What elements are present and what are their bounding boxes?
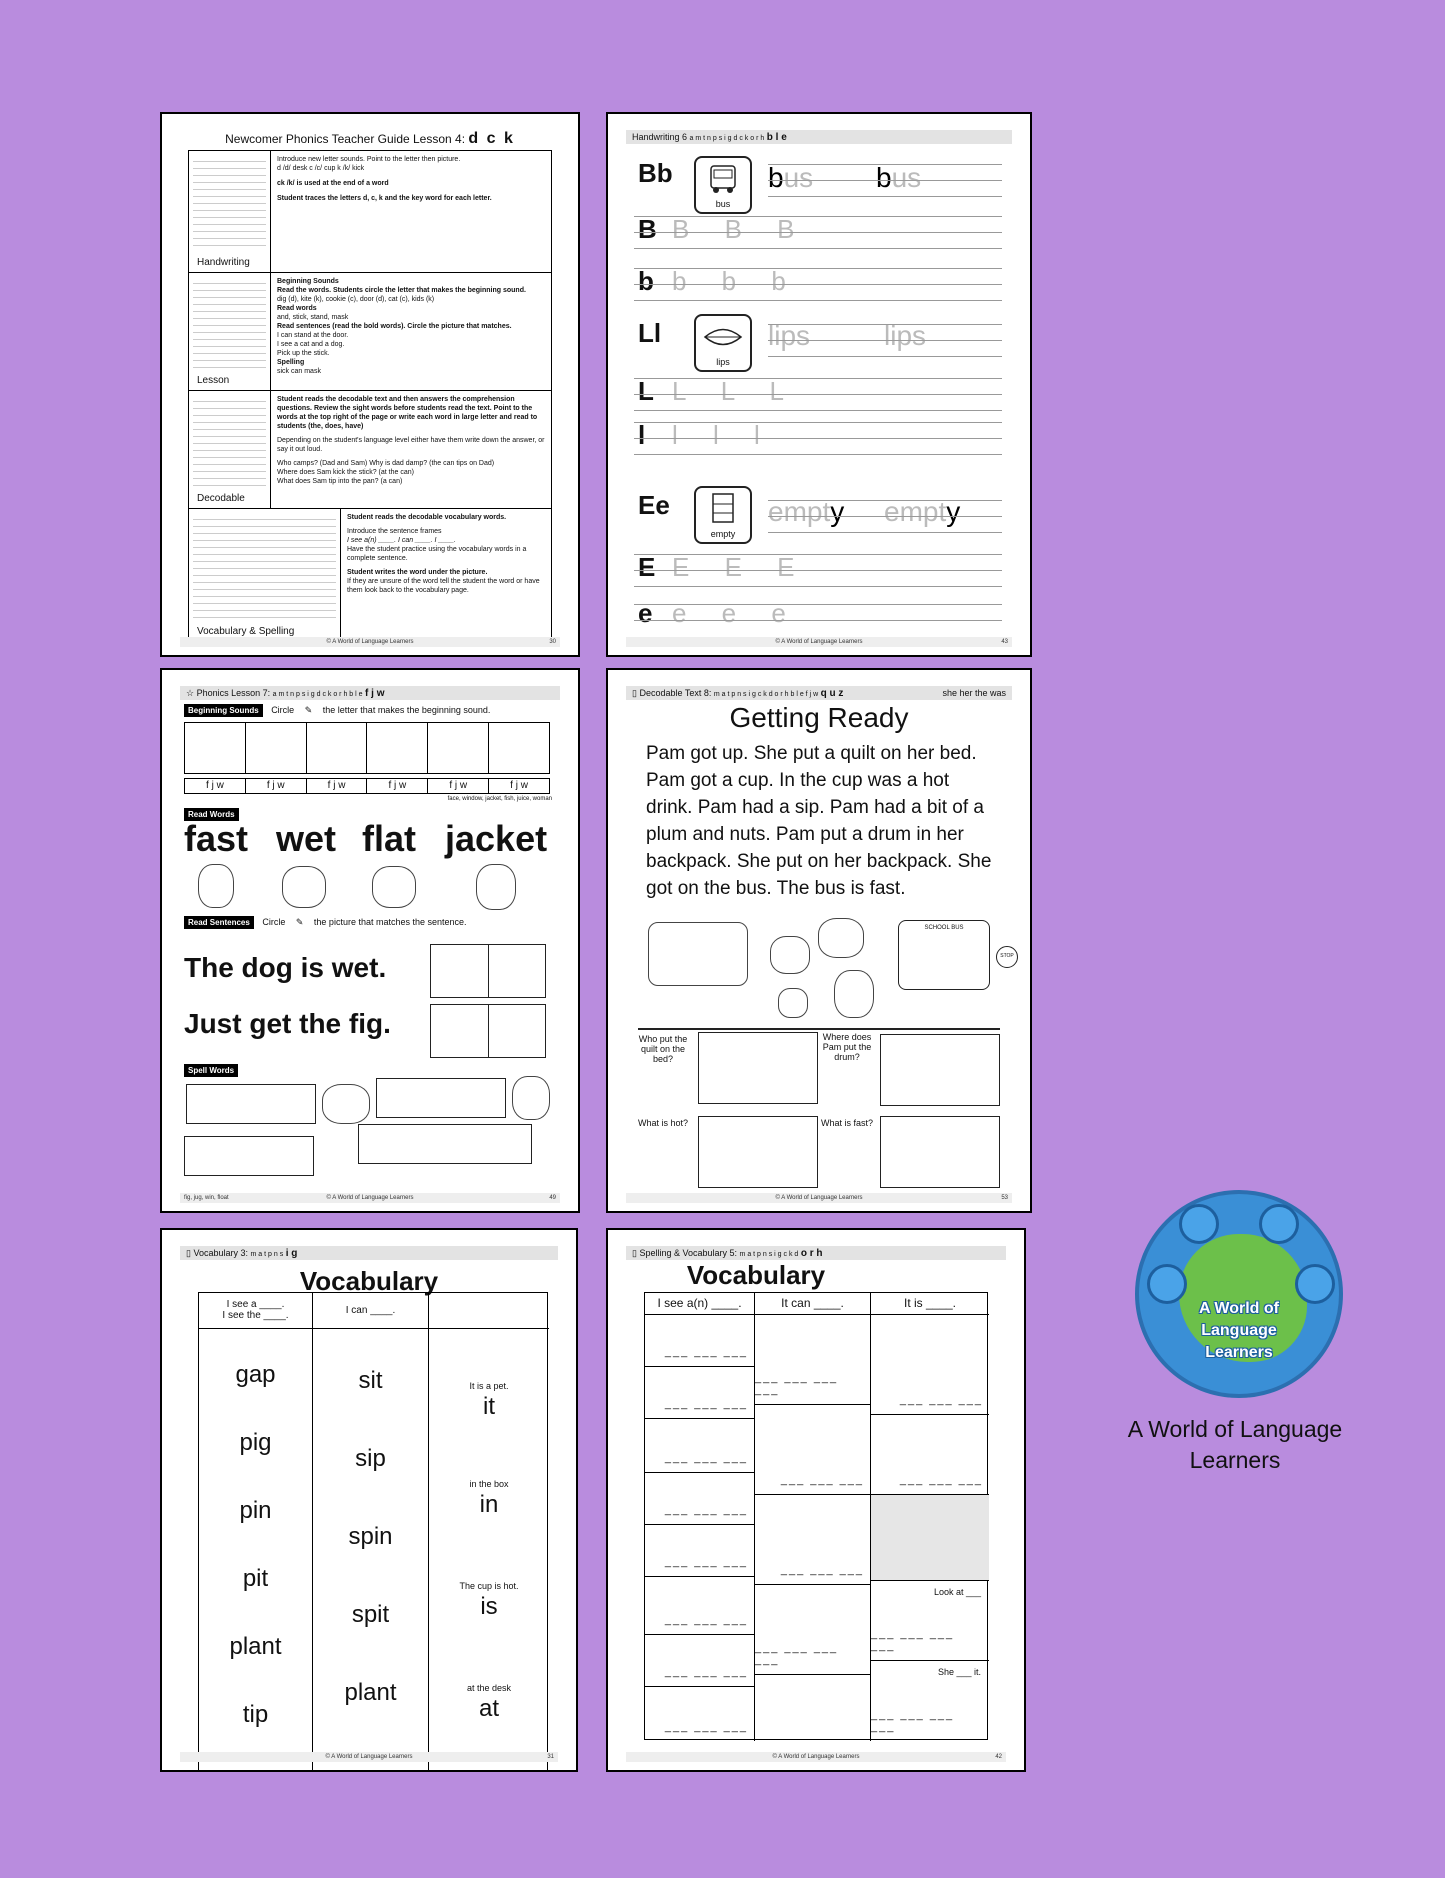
handwriting-page: Handwriting 6 a m t n p s i g d c k o r h b l e Bb bus bus bus B B B B b b b b Ll lips lips lips L L L L l l l l Ee empty empty empty E E E E e e e e © A World of Language Learners 43: [606, 112, 1032, 657]
phonics-lesson-page: ☆ Phonics Lesson 7: a m t n p s i g d c k o r h b l e f j w Beginning Sounds Circle ✎ the letter that makes the beginning sound. f j w f j w f j w f j w f j w f j w face, window, jacket, fish, juice, woman Read Words fast wet flat jacket Read Sentences Circle ✎ the picture that matches the sentence. The dog is wet. Just get the fig. Spell Words fig, jug, win, float © A World of Language Learners 49: [160, 668, 580, 1213]
handwriting-row: Handwriting Introduce new letter sounds. Point to the letter then picture. d /d/ desk c /c/ cup k /k/ kick ck /k/ is used at the end of a word Student traces the letters d, c, k and the key word for each letter.: [189, 151, 551, 273]
trace-letters: e e e: [672, 598, 800, 628]
section-label: Beginning Sounds: [184, 704, 263, 717]
logo-text: A World of Language Learners: [1199, 1300, 1279, 1361]
question: Who put the quilt on the bed?: [638, 1034, 688, 1064]
lesson-row: Lesson Beginning Sounds Read the words. Students circle the letter that makes the beginning sound. dig (d), kite (k), cookie (c), door (d), cat (c), kids (k) Read words and, stick, stand, mask Read sentences (read the bold words). Circle the picture that matches. I can stand at the door. I see a cat and a dog. Pick up the stick. Spelling sick can mask: [189, 273, 551, 391]
jug-picture: [512, 1076, 550, 1120]
page-footer: © A World of Language Learners 31: [180, 1752, 558, 1762]
lips-picture: lips: [694, 314, 752, 372]
section-label: Spell Words: [184, 1064, 238, 1077]
bus-picture: SCHOOL BUS: [898, 920, 990, 990]
read-word: fast: [184, 818, 249, 859]
decodable-thumbnail: [193, 395, 266, 488]
spelling-vocabulary-page: [606, 1228, 1026, 1772]
spell-box: [376, 1078, 506, 1118]
picture-row: [184, 722, 550, 774]
plum-picture: [778, 988, 808, 1018]
empty-picture: empty: [694, 486, 752, 544]
woman-picture: [489, 723, 549, 773]
cup-picture: [770, 936, 810, 974]
spell-box: [358, 1124, 532, 1164]
page-title: Vocabulary: [299, 1266, 439, 1296]
teacher-guide-page: [160, 112, 580, 657]
vocab-column: sit sip spin spit plant: [313, 1329, 429, 1772]
read-word: wet: [276, 818, 337, 859]
page-title: Newcomer Phonics Teacher Guide Lesson 4: d c k: [225, 130, 515, 147]
flat-tire-picture: [372, 866, 416, 908]
answer-box[interactable]: [698, 1116, 818, 1188]
decodable-row: Decodable Student reads the decodable text and then answers the comprehension questions. Review the sight words before students read the text. Point to the words at the top right of the page or write each word in large letter and read to students (the, does, have) Depending on the student's language level either have them write down the answer, or say it out loud. Who camps? (Dad and Sam) Why is dad damp? (the can tips on Dad) Where does Sam kick the stick? (at the can) What does Sam tip into the pan? (a can): [189, 391, 551, 509]
trace-letters: B B B: [672, 214, 809, 244]
question: What is fast?: [820, 1118, 874, 1128]
spell-box: [184, 1136, 314, 1176]
sentence: The dog is wet.: [184, 952, 387, 983]
fish-picture: [367, 723, 428, 773]
page-header: ▯ Spelling & Vocabulary 5: m a t p n s i g c k d o r h: [626, 1246, 1006, 1260]
trace-word: empty: [768, 496, 845, 527]
answer-box[interactable]: [880, 1116, 1000, 1188]
jacket-picture: [476, 864, 516, 910]
page-header: ▯ Decodable Text 8: m a t p n s i g c k d o r h b l e f j w q u z she her the was: [626, 686, 1012, 700]
sight-words: she her the was: [942, 688, 1006, 698]
handwriting-thumbnail: [193, 155, 266, 252]
page-header: ▯ Vocabulary 3: m a t p n s i g: [180, 1246, 558, 1260]
trace-word: bus: [876, 162, 922, 193]
face-picture: [185, 723, 246, 773]
vocabulary-page: [160, 1228, 578, 1772]
stop-sign: STOP: [996, 946, 1018, 968]
vocab-column: gap pig pin pit plant tip: [199, 1329, 313, 1772]
trace-letters: L L L: [672, 376, 798, 406]
trace-word: empty: [884, 496, 961, 527]
read-word: flat: [362, 818, 416, 859]
section-label: Read Words: [184, 808, 239, 821]
trace-letters: l l l: [672, 420, 774, 450]
trace-letters: E E E: [672, 552, 809, 582]
trace-letters: b b b: [672, 266, 800, 296]
page-footer: © A World of Language Learners 53: [626, 1193, 1012, 1203]
decodable-text-page: [606, 668, 1032, 1213]
guide-table: [188, 150, 552, 640]
page-footer: fig, jug, win, float © A World of Language Learners 49: [180, 1193, 560, 1203]
spelling-table: I see a(n) ____. It can ____. It is ____. ___ ___ ___ ___ ___ ___ ___ ___ ___ ___ ___ ___ ___ ___ ___ ___ ___ ___ ___ ___ ___ ___ ___ ___ ___ ___ ___ ___ ___ ___ ___ ___ ___ ___ ___ ___ ___ ___ ___ ___ ___ ___ ___ ___ Look at ___ ___ ___ ___ ___ She ___ it. ___ ___ ___ ___: [644, 1292, 988, 1740]
quilt-picture: [648, 922, 748, 986]
answer-box[interactable]: [698, 1032, 818, 1104]
juice-picture: [428, 723, 489, 773]
answer-box[interactable]: [880, 1034, 1000, 1106]
runner-picture: [198, 864, 234, 908]
story-title: Getting Ready: [729, 702, 909, 733]
letter-choices: f j w f j w f j w f j w f j w f j w: [184, 778, 550, 794]
child-avatar: [1259, 1204, 1299, 1244]
page-footer: © A World of Language Learners 30: [180, 637, 560, 647]
page-header: ☆ Phonics Lesson 7: a m t n p s i g d c k o r h b l e f j w: [180, 686, 560, 700]
section-label: Read Sentences: [184, 916, 254, 929]
fig-picture: [322, 1084, 370, 1124]
child-avatar: [1179, 1204, 1219, 1244]
vocab-thumbnail: [193, 513, 336, 621]
vocab-row: Vocabulary & Spelling Student reads the decodable vocabulary words. Introduce the sentence frames I see a(n) ____. I can ____. I ____. Have the student practice using the vocabulary words in a complete sentence. Student writes the word under the picture. If they are unsure of the word tell the student the word or have them look back to the vocabulary page.: [189, 509, 551, 641]
sentence: Just get the fig.: [184, 1008, 391, 1039]
question: Where does Pam put the drum?: [822, 1032, 872, 1062]
bus-picture: bus: [694, 156, 752, 214]
page-footer: © A World of Language Learners 43: [626, 637, 1012, 647]
wet-dog-picture: [282, 866, 326, 908]
question: What is hot?: [637, 1118, 689, 1128]
page-footer: © A World of Language Learners 42: [626, 1752, 1006, 1762]
pencil-icon: ✎: [304, 705, 313, 715]
page-header: Handwriting 6 a m t n p s i g d c k o r h b l e: [626, 130, 1012, 144]
trace-word: lips: [884, 320, 927, 351]
vocab-column: It is a pet. it in the box in The cup is hot. is at the desk at: [459, 1381, 519, 1722]
jacket-picture: [307, 723, 368, 773]
brand-logo: [1135, 1190, 1343, 1398]
lesson-thumbnail: [193, 277, 266, 370]
story-text: Pam got up. She put a quilt on her bed. Pam got a cup. In the cup was a hot drink. Pam had a sip. Pam had a bit of a plum and nuts. Pam put a drum in her backpack. She put on her backpack. She got on the bus. The bus is fast.: [646, 743, 992, 899]
trace-word: bus: [768, 162, 814, 193]
page-title: Vocabulary: [686, 1260, 826, 1290]
trace-word: lips: [768, 320, 811, 351]
letter-label: Bb: [638, 158, 673, 188]
spell-box: [186, 1084, 316, 1124]
read-word: jacket: [445, 818, 548, 859]
drum-picture: [818, 918, 864, 958]
pencil-icon: ✎: [295, 917, 304, 927]
backpack-picture: [834, 970, 874, 1018]
brand-name: A World of Language Learners: [1127, 1416, 1343, 1473]
window-picture: [246, 723, 307, 773]
vocab-table: I see a ____. I see the ____. I can ____. gap pig pin pit plant tip sit sip spin spit plant It is a pet. it in the box in The cup is hot. is at the desk at: [198, 1292, 548, 1772]
